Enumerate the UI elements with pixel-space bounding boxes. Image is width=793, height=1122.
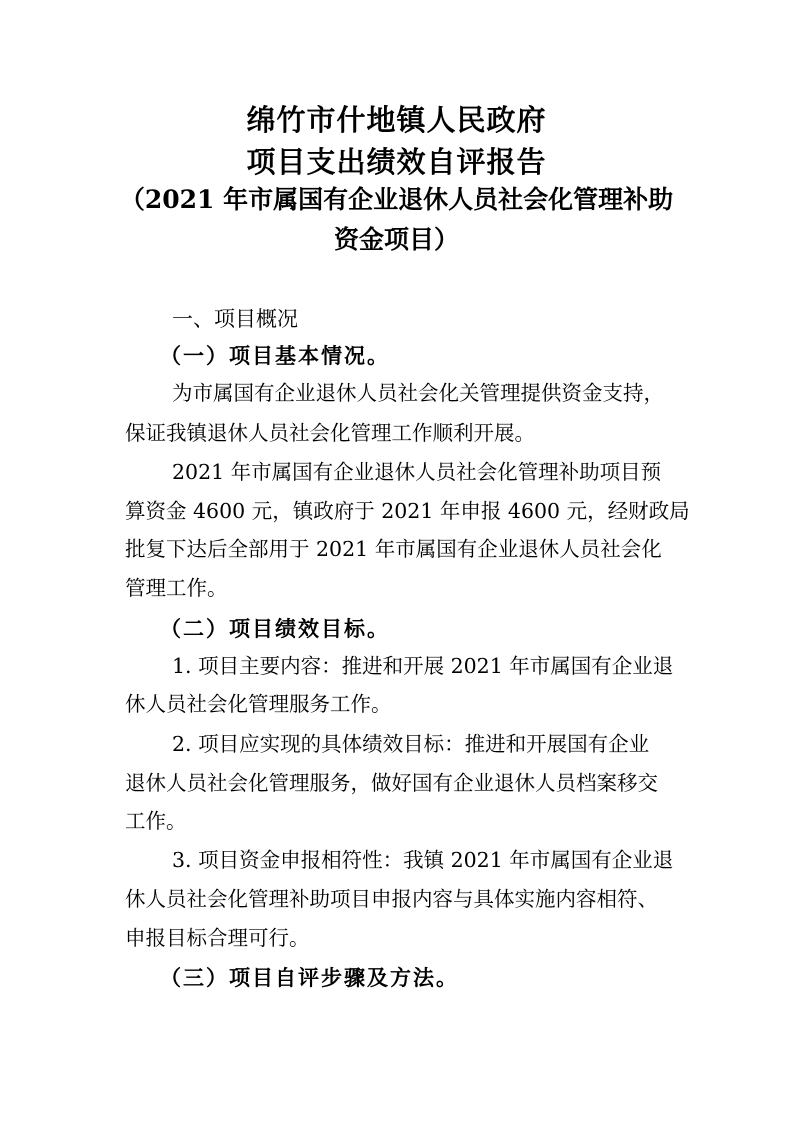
paragraph-line: 休人员社会化管理服务工作。 (125, 692, 392, 716)
paragraph-line: 休人员社会化管理补助项目申报内容与具体实施内容相符、 (125, 887, 658, 911)
subsection-heading-evaluation-steps: （三）项目自评步骤及方法。 (160, 965, 459, 990)
paragraph-line: 1. 项目主要内容：推进和开展 2021 年市属国有企业退 (172, 654, 674, 678)
subsection-heading-performance-goals: （二）项目绩效目标。 (160, 616, 390, 641)
paragraph-line: 批复下达后全部用于 2021 年市属国有企业退休人员社会化 (125, 537, 662, 561)
paragraph-line: 管理工作。 (125, 576, 228, 600)
paragraph-line: 3. 项目资金申报相符性：我镇 2021 年市属国有企业退 (172, 848, 674, 872)
section-heading-overview: 一、项目概况 (172, 307, 298, 331)
paragraph-line: 算资金 4600 元，镇政府于 2021 年申报 4600 元，经财政局 (125, 499, 690, 523)
paragraph-line: 退休人员社会化管理服务，做好国有企业退休人员档案移交 (125, 771, 658, 795)
doc-subtitle-line-2: 资金项目） (333, 225, 459, 254)
paragraph-line: 2. 项目应实现的具体绩效目标：推进和开展国有企业 (172, 732, 650, 756)
paragraph-line: 2021 年市属国有企业退休人员社会化管理补助项目预 (172, 460, 662, 484)
paragraph-line: 保证我镇退休人员社会化管理工作顺利开展。 (125, 421, 535, 445)
paragraph-line: 工作。 (125, 809, 187, 833)
paragraph-line: 申报目标合理可行。 (125, 926, 310, 950)
paragraph-line: 为市属国有企业退休人员社会化关管理提供资金支持， (172, 381, 664, 405)
subsection-heading-basic-info: （一）项目基本情况。 (160, 343, 390, 368)
doc-title-line-2: 项目支出绩效自评报告 (246, 145, 547, 179)
doc-subtitle-line-1: （2021 年市属国有企业退休人员社会化管理补助 (119, 185, 674, 214)
doc-title-line-1: 绵竹市什地镇人民政府 (246, 103, 547, 137)
